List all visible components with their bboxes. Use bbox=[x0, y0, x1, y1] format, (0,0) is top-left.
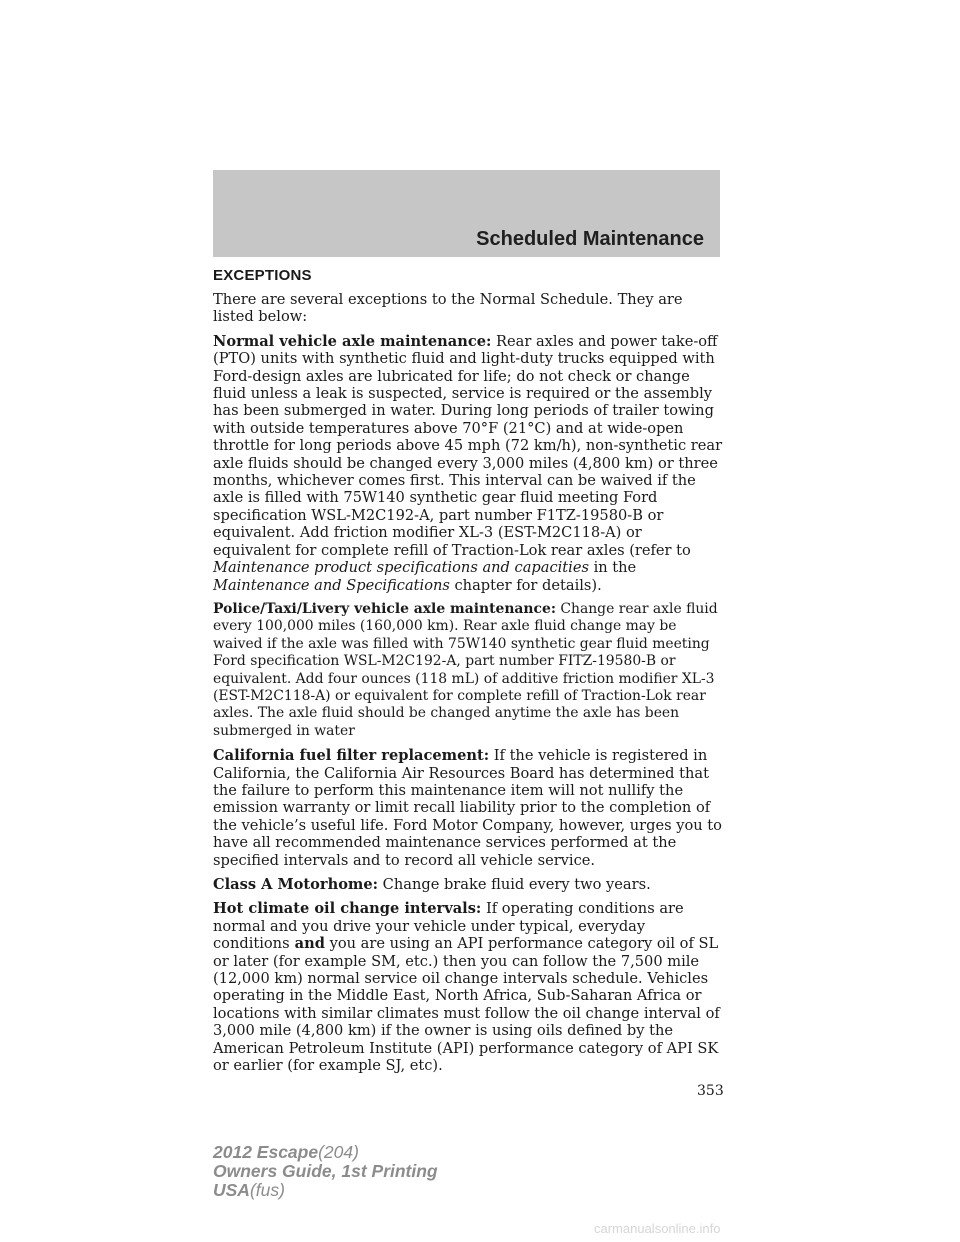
section-title: Scheduled Maintenance bbox=[476, 228, 704, 250]
normal-axle-label: Normal vehicle axle maintenance: bbox=[213, 332, 492, 350]
police-axle-text: Change rear axle fluid every 100,000 miles (160,000 km). Rear axle fluid change may be waived if the axle was filled with 75W140 synthetic gear fluid meeting Ford specification WSL-M2C192-A, part number FITZ-19580-B or equivalent. Add four ounces (118 mL) of additive friction modifier XL-3 (EST-M2C118-A) or equivalent for complete refill of Traction-Lok rear axles. The axle fluid should be changed anytime the axle has been submerged in water bbox=[213, 600, 718, 739]
print-footer bbox=[213, 1143, 438, 1200]
exceptions-heading: EXCEPTIONS bbox=[213, 267, 312, 284]
police-axle-label: Police/Taxi/Livery vehicle axle maintenance: bbox=[213, 600, 556, 617]
footer-line-3 bbox=[213, 1181, 438, 1200]
normal-axle-text-b: in the bbox=[588, 559, 637, 577]
normal-axle-paragraph bbox=[213, 333, 723, 594]
motorhome-label: Class A Motorhome: bbox=[213, 876, 379, 893]
california-filter-paragraph bbox=[213, 747, 723, 869]
california-filter-label: California fuel filter replacement: bbox=[213, 747, 490, 765]
police-axle-paragraph bbox=[213, 601, 723, 740]
footer-market-code: (fus) bbox=[249, 1180, 285, 1200]
california-filter-text: If the vehicle is registered in California, the California Air Resources Board has determined that the failure to perform this maintenance item will not nullify the emission warranty or limit recall liability prior to the completion of the vehicle’s useful life. Ford Motor Company, however, urges you to have all recommended maintenance services performed at the specified intervals and to record all vehicle service. bbox=[213, 747, 722, 869]
hot-climate-paragraph bbox=[213, 900, 723, 1074]
hot-climate-bold: and bbox=[289, 935, 325, 953]
hot-climate-text-b: you are using an API performance category oil of SL or later (for example SM, etc.) then you can follow the 7,500 mile (12,000 km) normal service oil change intervals schedule. Vehicles operating in the Middle East, North Africa, Sub-Saharan Africa or locations with similar climates must follow the oil change interval of 3,000 mile (4,800 km) if the owner is using oils defined by the American Petroleum Institute (API) performance category of API SK or earlier (for example SJ, etc). bbox=[213, 935, 720, 1075]
hot-climate-label: Hot climate oil change intervals: bbox=[213, 900, 482, 918]
page-content bbox=[213, 267, 723, 1081]
intro-paragraph: There are several exceptions to the Normal Schedule. They are listed below: bbox=[213, 291, 683, 326]
footer-printing: Owners Guide, 1st Printing bbox=[213, 1161, 438, 1181]
footer-line-2 bbox=[213, 1162, 438, 1181]
normal-axle-italic-b: Maintenance and Specifications bbox=[213, 576, 450, 594]
normal-axle-text-a: Rear axles and power take-off (PTO) units with synthetic fluid and light-duty trucks equipped with Ford-design axles are lubricated for life; do not check or change fluid unless a leak is suspected, service is required or the assembly has been submerged in water. During long periods of trailer towing with outside temperatures above 70°F (21°C) and at wide-open throttle for long periods above 45 mph (72 km/h), non-synthetic rear axle fluids should be changed every 3,000 miles (4,800 km) or three months, whichever comes first. This interval can be waived if the axle is filled with 75W140 synthetic gear fluid meeting Ford specification WSL-M2C192-A, part number F1TZ-19580-B or equivalent. Add friction modifier XL-3 (EST-M2C118-A) or equivalent for complete refill of Traction-Lok rear axles (refer to bbox=[213, 332, 723, 559]
watermark: carmanualsonline.info bbox=[594, 1221, 721, 1236]
motorhome-paragraph bbox=[213, 876, 723, 893]
header-band bbox=[213, 170, 720, 257]
normal-axle-italic-a: Maintenance product specifications and capacities bbox=[213, 559, 589, 577]
footer-model: 2012 Escape bbox=[213, 1142, 319, 1162]
footer-market: USA bbox=[213, 1180, 250, 1200]
footer-model-code: (204) bbox=[318, 1142, 359, 1162]
motorhome-text: Change brake fluid every two years. bbox=[378, 876, 651, 893]
footer-line-1 bbox=[213, 1143, 438, 1162]
hot-climate-text-a: If operating conditions are normal and you drive your vehicle under typical, everyday conditions bbox=[213, 900, 684, 953]
page-number: 353 bbox=[697, 1083, 724, 1099]
normal-axle-text-c: chapter for details). bbox=[449, 576, 602, 594]
